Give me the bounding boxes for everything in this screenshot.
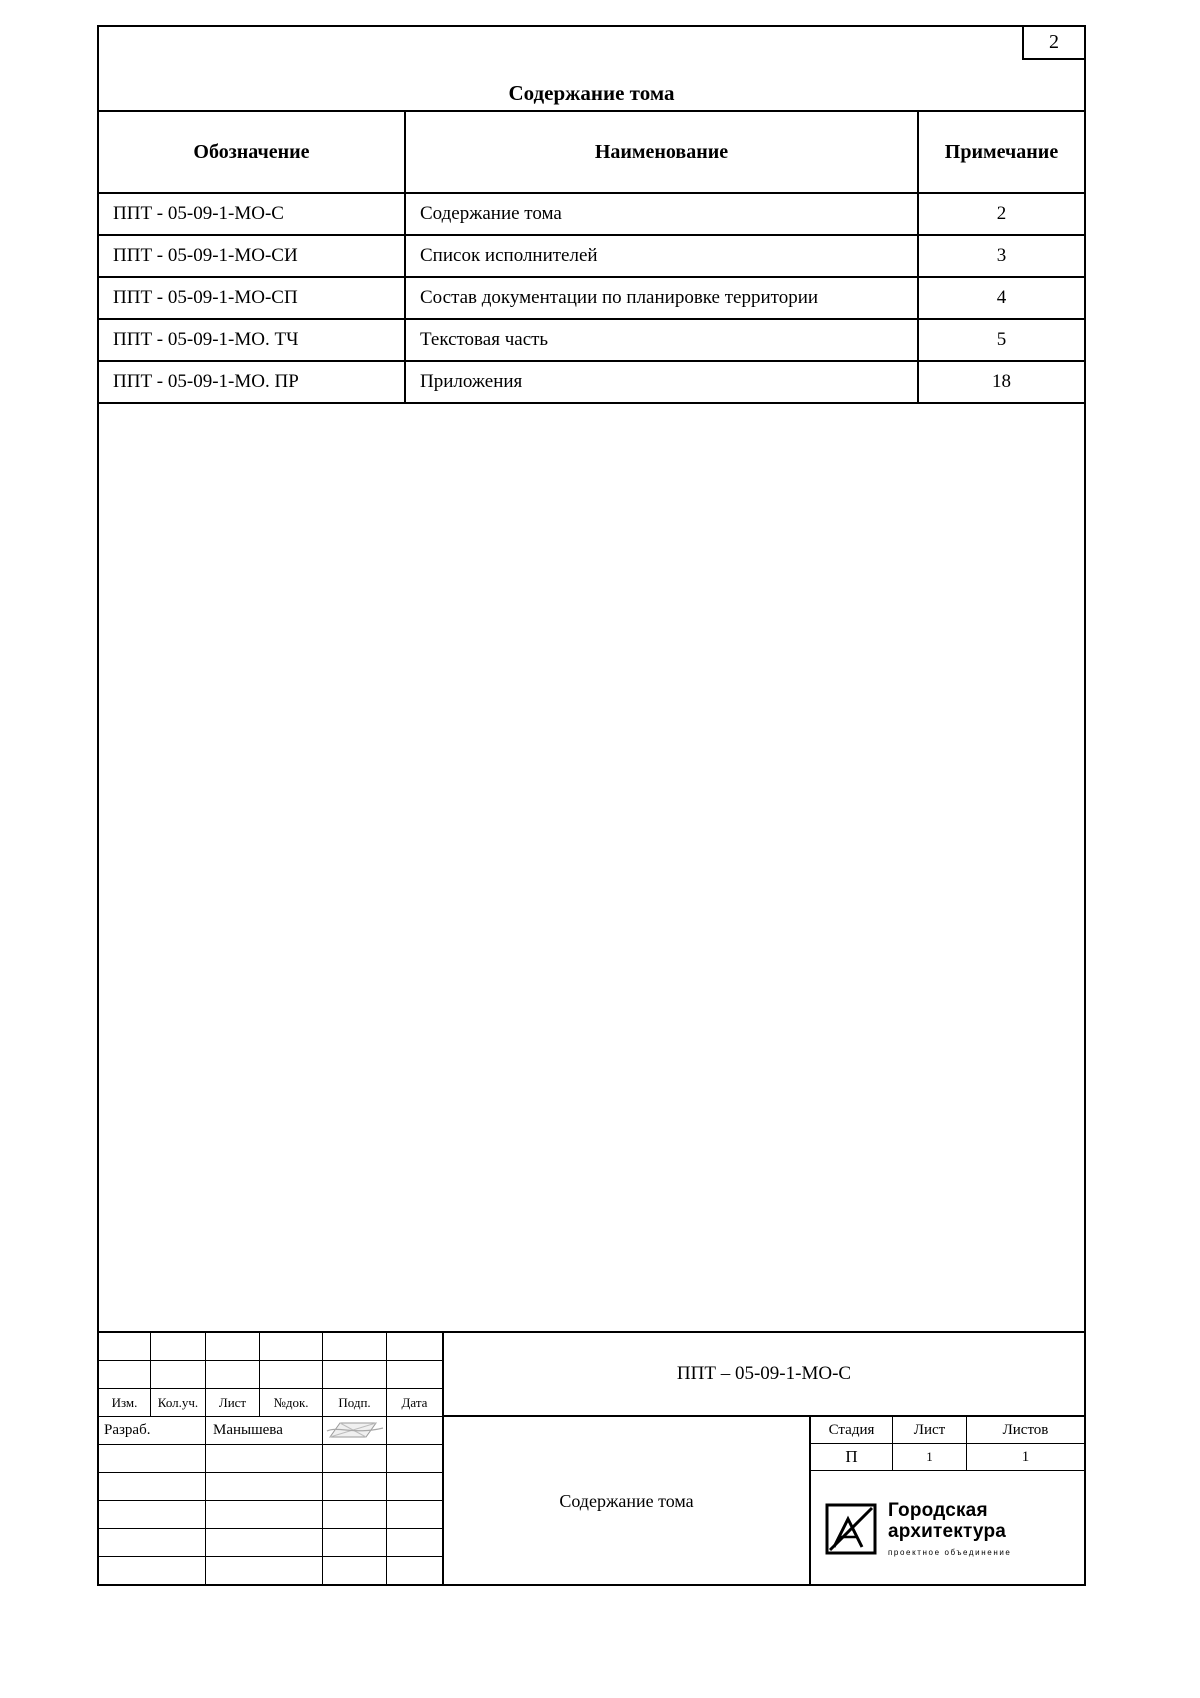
toc-title: Содержание тома [508, 81, 675, 105]
label-koluch: Кол.уч. [151, 1389, 206, 1416]
document-code: ППТ – 05-09-1-МО-С [444, 1333, 1084, 1417]
designation-cell: ППТ - 05-09-1-МО. ТЧ [99, 320, 406, 362]
signature-cell [323, 1417, 387, 1444]
toc-header-note: Примечание [919, 112, 1084, 194]
stage-label: Стадия [811, 1417, 893, 1443]
role-row [99, 1473, 442, 1501]
stage-header-row [811, 1417, 1084, 1444]
designation-cell: ППТ - 05-09-1-МО-СП [99, 278, 406, 320]
revision-header-row [99, 1389, 442, 1417]
note-cell: 18 [919, 362, 1084, 404]
label-izm: Изм. [99, 1389, 151, 1416]
sheet-label: Лист [893, 1417, 967, 1443]
stage-block [811, 1417, 1084, 1586]
developer-row [99, 1417, 442, 1445]
designation-cell: ППТ - 05-09-1-МО. ПР [99, 362, 406, 404]
revision-row [99, 1333, 442, 1361]
sheets-label: Листов [1002, 1421, 1049, 1438]
company-logo [811, 1471, 1084, 1586]
label-data: Дата [401, 1394, 428, 1410]
toc-table [99, 110, 1084, 404]
designation-cell: ППТ - 05-09-1-МО-СИ [99, 236, 406, 278]
name-cell: Список исполнителей [406, 236, 919, 278]
designation-cell: ППТ - 05-09-1-МО-С [99, 194, 406, 236]
company-subtitle: проектное объединение [888, 1548, 1012, 1557]
label-dok: №док. [260, 1389, 323, 1416]
role-row [99, 1529, 442, 1557]
stage-value-row [811, 1444, 1084, 1471]
role-row [99, 1501, 442, 1529]
company-name-line2: архитектура [888, 1521, 1007, 1542]
toc-header-name: Наименование [406, 112, 919, 194]
role-row [99, 1557, 442, 1584]
note-cell: 5 [919, 320, 1084, 362]
company-name-line1: Городская [888, 1500, 988, 1521]
title-block [99, 1331, 1084, 1584]
revision-table [99, 1333, 444, 1584]
role-row [99, 1445, 442, 1473]
sheets-value: 1 [1021, 1448, 1030, 1465]
developer-label: Разраб. [99, 1417, 206, 1444]
label-podp: Подп. [323, 1389, 387, 1416]
note-cell: 3 [919, 236, 1084, 278]
name-cell: Текстовая часть [406, 320, 919, 362]
label-list: Лист [206, 1389, 260, 1416]
sheet-value: 1 [893, 1444, 967, 1470]
name-cell: Приложения [406, 362, 919, 404]
note-cell: 4 [919, 278, 1084, 320]
developer-name: Манышева [206, 1417, 323, 1444]
page-number: 2 [1022, 27, 1084, 60]
developer-date-cell [387, 1417, 442, 1444]
name-cell: Содержание тома [406, 194, 919, 236]
sheet-frame [97, 25, 1086, 1586]
name-cell: Состав документации по планировке территории [406, 278, 919, 320]
stage-value: П [811, 1444, 893, 1470]
revision-row [99, 1361, 442, 1389]
signature-scribble [324, 1419, 386, 1441]
note-cell: 2 [919, 194, 1084, 236]
company-name [888, 1500, 1011, 1542]
document-title: Содержание тома [444, 1417, 811, 1586]
toc-header-designation: Обозначение [99, 112, 406, 194]
company-logo-icon [825, 1503, 877, 1555]
